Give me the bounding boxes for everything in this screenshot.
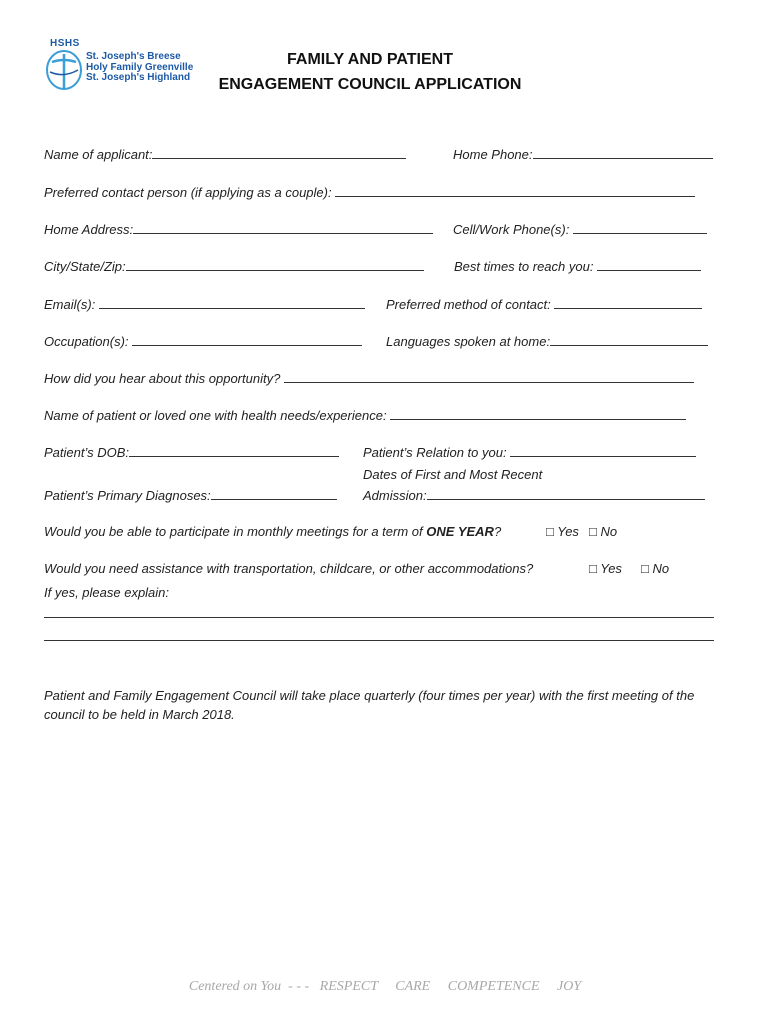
participate-no-label: No xyxy=(600,524,618,539)
patient-relation-field[interactable] xyxy=(363,444,696,461)
participate-question-text: Would you be able to participate in monthly meetings for a term of xyxy=(44,524,423,539)
assistance-yes-label: Yes xyxy=(600,561,622,576)
cell-work-phone-blank[interactable] xyxy=(573,221,707,234)
document-title-line1: FAMILY AND PATIENT xyxy=(287,51,453,68)
assistance-yes-option[interactable] xyxy=(589,561,622,577)
participate-question-end: ? xyxy=(493,524,502,539)
logo-name-breese: St. Joseph's Breese xyxy=(86,51,181,62)
primary-diagnoses-field[interactable] xyxy=(44,487,337,504)
languages-label: Languages spoken at home: xyxy=(386,334,551,349)
patient-name-blank[interactable] xyxy=(390,407,686,420)
how-hear-field[interactable] xyxy=(44,370,694,387)
admission-dates-label-line1: Dates of First and Most Recent xyxy=(363,467,543,482)
admission-dates-blank[interactable] xyxy=(427,487,705,500)
occupations-label: Occupation(s): xyxy=(44,334,129,349)
patient-relation-blank[interactable] xyxy=(510,444,696,457)
occupations-blank[interactable] xyxy=(132,333,362,346)
name-of-applicant-blank[interactable] xyxy=(152,146,406,159)
preferred-method-blank[interactable] xyxy=(554,296,702,309)
preferred-method-label: Preferred method of contact: xyxy=(386,297,551,312)
occupations-field[interactable] xyxy=(44,333,362,350)
explain-label: If yes, please explain: xyxy=(44,585,170,600)
patient-dob-label: Patient’s DOB: xyxy=(44,445,130,460)
home-phone-field[interactable] xyxy=(453,146,713,163)
languages-field[interactable] xyxy=(386,333,708,350)
participate-question xyxy=(44,524,501,540)
assistance-yes-checkbox[interactable]: □ xyxy=(589,561,597,576)
participate-question-emphasis: ONE YEAR xyxy=(426,524,494,539)
patient-dob-blank[interactable] xyxy=(129,444,339,457)
preferred-contact-field[interactable] xyxy=(44,184,695,201)
explain-line-1[interactable] xyxy=(44,617,714,618)
languages-blank[interactable] xyxy=(550,333,708,346)
assistance-no-option[interactable] xyxy=(641,561,669,577)
city-state-zip-field[interactable] xyxy=(44,258,424,275)
participate-no-checkbox[interactable]: □ xyxy=(589,524,597,539)
preferred-contact-blank[interactable] xyxy=(335,184,695,197)
name-of-applicant-label: Name of applicant: xyxy=(44,147,153,162)
best-times-blank[interactable] xyxy=(597,258,701,271)
home-address-blank[interactable] xyxy=(133,221,433,234)
cell-work-phone-label: Cell/Work Phone(s): xyxy=(453,222,570,237)
admission-dates-label-line2: Admission: xyxy=(363,488,427,503)
primary-diagnoses-label: Patient’s Primary Diagnoses: xyxy=(44,488,211,503)
city-state-zip-label: City/State/Zip: xyxy=(44,259,126,274)
council-schedule-note: Patient and Family Engagement Council will take place quarterly (four times per year) with the first meeting of the council to be held in March 2018. xyxy=(44,688,695,722)
patient-name-field[interactable] xyxy=(44,407,686,424)
name-of-applicant-field[interactable] xyxy=(44,146,406,163)
assistance-no-checkbox[interactable]: □ xyxy=(641,561,649,576)
home-phone-label: Home Phone: xyxy=(453,147,533,162)
how-hear-blank[interactable] xyxy=(284,370,694,383)
assistance-no-label: No xyxy=(652,561,670,576)
primary-diagnoses-blank[interactable] xyxy=(211,487,337,500)
assistance-question: Would you need assistance with transportation, childcare, or other accommodations? xyxy=(44,561,534,576)
cross-emblem-icon xyxy=(44,48,84,92)
participate-no-option[interactable] xyxy=(589,524,617,540)
home-phone-blank[interactable] xyxy=(533,146,713,159)
logo-name-highland: St. Joseph's Highland xyxy=(86,72,191,83)
logo-brand: HSHS xyxy=(50,38,80,49)
preferred-method-field[interactable] xyxy=(386,296,702,313)
home-address-field[interactable] xyxy=(44,221,433,238)
patient-dob-field[interactable] xyxy=(44,444,339,461)
city-state-zip-blank[interactable] xyxy=(126,258,424,271)
how-hear-label: How did you hear about this opportunity? xyxy=(44,371,281,386)
emails-blank[interactable] xyxy=(99,296,365,309)
best-times-field[interactable] xyxy=(454,258,701,275)
footer-values: Centered on You - - - RESPECT CARE COMPETENCE JOY xyxy=(188,979,582,994)
participate-yes-option[interactable] xyxy=(546,524,579,540)
preferred-contact-label: Preferred contact person (if applying as a couple): xyxy=(44,185,332,200)
home-address-label: Home Address: xyxy=(44,222,134,237)
emails-label: Email(s): xyxy=(44,297,96,312)
patient-relation-label: Patient’s Relation to you: xyxy=(363,445,507,460)
logo-hospital-names xyxy=(86,52,193,84)
participate-yes-checkbox[interactable]: □ xyxy=(546,524,554,539)
admission-dates-field[interactable] xyxy=(363,487,705,504)
cell-work-phone-field[interactable] xyxy=(453,221,707,238)
patient-name-label: Name of patient or loved one with health needs/experience: xyxy=(44,408,387,423)
document-title-line2: ENGAGEMENT COUNCIL APPLICATION xyxy=(218,76,522,93)
emails-field[interactable] xyxy=(44,296,365,313)
best-times-label: Best times to reach you: xyxy=(454,259,594,274)
logo-name-greenville: Holy Family Greenville xyxy=(86,61,194,73)
participate-yes-label: Yes xyxy=(557,524,579,539)
explain-line-2[interactable] xyxy=(44,640,714,641)
